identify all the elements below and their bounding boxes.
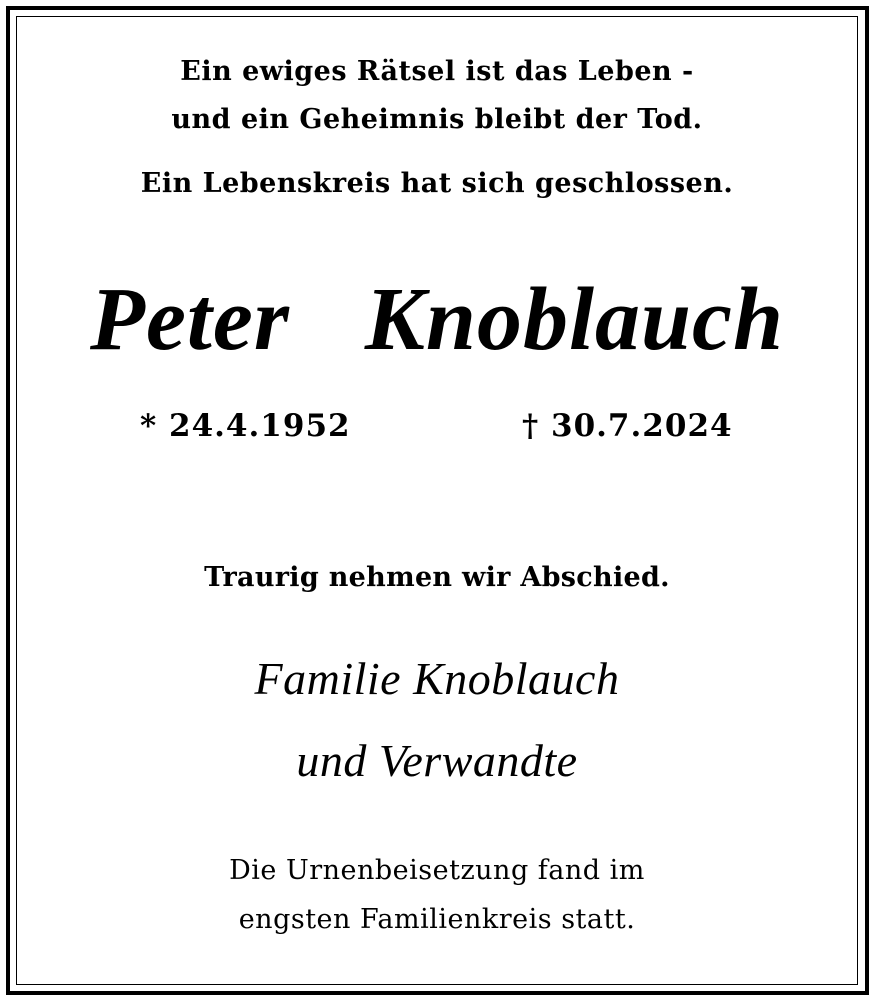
notice-line-2: engsten Familienkreis statt. (238, 904, 636, 935)
death-date: † 30.7.2024 (522, 408, 733, 444)
farewell-text: Traurig nehmen wir Abschied. (204, 562, 670, 593)
inner-border (16, 16, 858, 985)
motto-line-3: Ein Lebenskreis hat sich geschlossen. (140, 168, 734, 199)
mourners-line-1: Familie Knoblauch (254, 653, 620, 704)
notice-line-1: Die Urnenbeisetzung fand im (229, 855, 645, 886)
birth-date: * 24.4.1952 (140, 408, 351, 444)
motto-line-1: Ein ewiges Rätsel ist das Leben - (180, 56, 694, 87)
deceased-name: Peter Knoblauch (89, 270, 785, 369)
mourners-line-2: und Verwandte (296, 735, 578, 786)
motto-line-2: und ein Geheimnis bleibt der Tod. (171, 104, 703, 135)
